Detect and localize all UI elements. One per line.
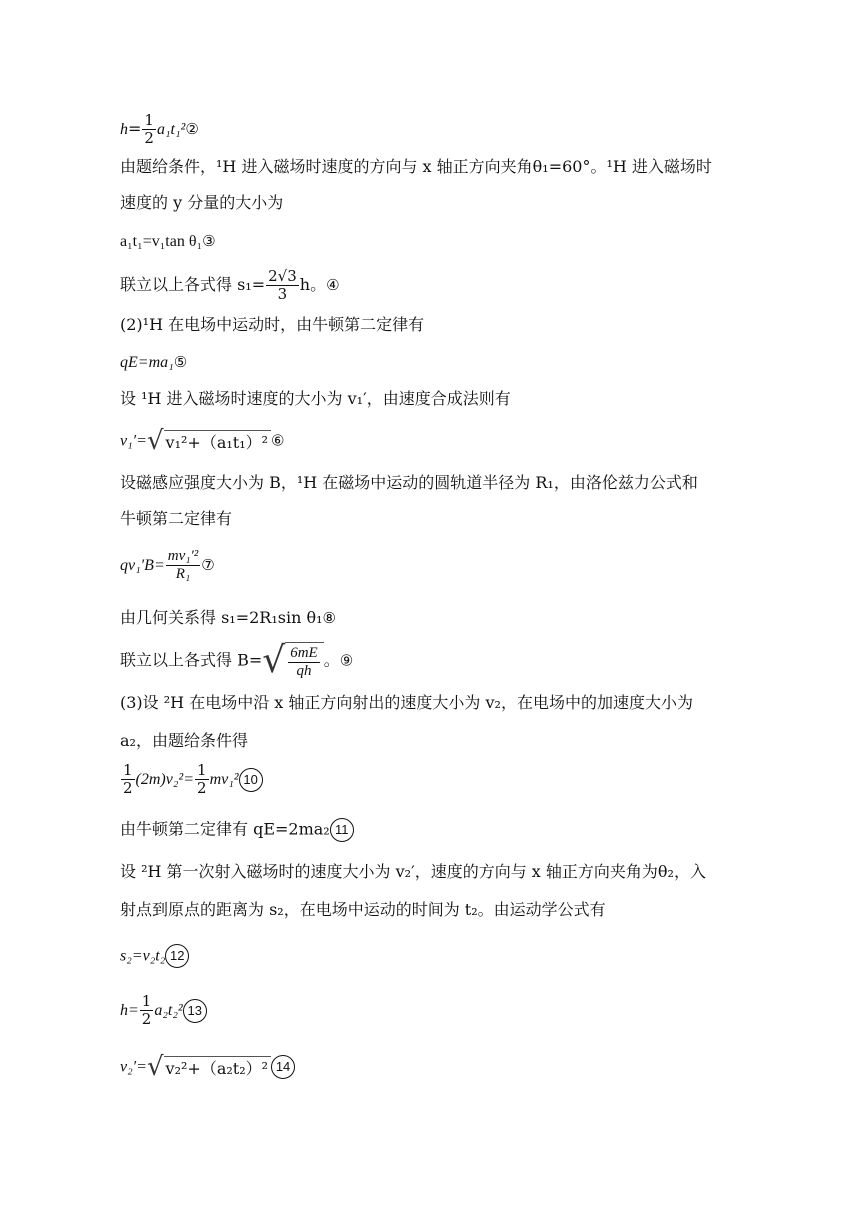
eq13-rhs: a₂t₂²: [154, 1002, 183, 1019]
eq1-fraction: [142, 112, 156, 147]
eq6-radicand: v₁²+（a₁t₁）²: [164, 430, 272, 453]
eq9-denominator: qh: [296, 663, 312, 679]
text-line-20: 射点到原点的距离为 s₂，在电场中运动的时间为 t₂。由运动学公式有: [120, 900, 606, 919]
eq1-rhs: a₁t₁²: [156, 121, 186, 138]
eq1-lhs: h: [120, 121, 128, 138]
eq3-expression: a₁t₁=v₁tan θ₁: [120, 233, 203, 250]
eq7-numerator: mv₁′²: [167, 548, 199, 564]
eq11-mark: 11: [330, 818, 354, 842]
text-line-11: 牛顿第二定律有: [120, 509, 233, 528]
text-line-3: 速度的 y 分量的大小为: [120, 193, 284, 212]
eq13-fraction: $\frac{1}{2}$: [141, 992, 152, 1028]
equation-14: [120, 1054, 295, 1080]
eq6-mark: ⑥: [271, 431, 285, 450]
eq4-denominator: 3: [277, 285, 288, 303]
eq13-mark: 13: [183, 999, 207, 1023]
eq5-expression: qE=ma₁: [120, 354, 174, 371]
eq6-radical: [147, 428, 271, 454]
equation-6: [120, 428, 285, 454]
text-line-19: 设 ²H 第一次射入磁场时的速度大小为 v₂′，速度的方向与 x 轴正方向夹角为θ₂，入: [120, 862, 706, 881]
eq10-fraction-2: $\frac{1}{2}$: [197, 761, 207, 797]
eq9-numerator: 6mE: [290, 645, 318, 661]
equation-4: [120, 268, 340, 303]
equation-7: [120, 548, 215, 583]
eq14-radical: [147, 1054, 271, 1080]
equation-3: [120, 231, 216, 252]
sqrt-icon: √: [146, 1052, 164, 1082]
eq11-expression: 由牛顿第二定律有 qE=2ma₂: [120, 819, 330, 839]
text-line-10: 设磁感应强度大小为 B，¹H 在磁场中运动的圆轨道半径为 R₁，由洛伦兹力公式和: [120, 473, 698, 492]
eq4-prefix: 联立以上各式得 s₁=: [120, 275, 266, 294]
eq10-mark: 10: [239, 768, 263, 792]
eq9-suffix: 。: [323, 650, 340, 670]
eq12-mark: 12: [165, 944, 189, 968]
eq14-radicand: v₂²+（a₂t₂）²: [164, 1056, 272, 1079]
eq7-denominator: R₁: [175, 566, 191, 582]
eq10-fraction-1: $\frac{1}{2}$: [123, 761, 133, 797]
eq12-expression: s₂=v₂t₂: [120, 947, 166, 965]
eq10-rhs: mv₁²: [209, 771, 239, 788]
eq3-mark: ③: [202, 232, 216, 250]
text-line-15: (3)设 ²H 在电场中沿 x 轴正方向射出的速度大小为 v₂，在电场中的加速度大小为: [120, 693, 693, 712]
eq5-mark: ⑤: [173, 353, 188, 371]
eq14-lhs: v₂′=: [120, 1058, 147, 1076]
equation-8: [120, 608, 336, 628]
text-line-2: 由题给条件，¹H 进入磁场时速度的方向与 x 轴正方向夹角θ₁=60°。¹H 进入磁场时: [120, 157, 712, 176]
equation-9: [120, 642, 353, 680]
sqrt-icon: √: [262, 640, 286, 681]
sqrt-icon: √: [146, 426, 164, 456]
equation-12: [120, 944, 189, 968]
eq1-equals: =: [128, 119, 142, 138]
eq8-mark: ⑧: [322, 609, 336, 627]
eq4-mark: ④: [326, 276, 340, 294]
eq4-numerator: 2√3: [268, 267, 297, 285]
eq8-expression: 由几何关系得 s₁=2R₁sin θ₁: [120, 608, 323, 627]
eq9-fraction: [288, 645, 320, 680]
equation-11: [120, 818, 354, 842]
eq1-mark: ②: [185, 120, 199, 138]
equation-13: [120, 993, 207, 1028]
eq7-mark: ⑦: [201, 556, 215, 574]
eq1-numerator: 1: [144, 111, 154, 129]
equation-10: [120, 762, 263, 797]
eq9-mark: ⑨: [339, 651, 354, 670]
eq9-radical: [262, 642, 323, 680]
eq9-prefix: 联立以上各式得 B=: [120, 650, 263, 670]
eq7-fraction: [166, 548, 200, 583]
equation-1: [120, 112, 199, 147]
eq4-fraction: [266, 268, 299, 303]
eq13-lhs: h=: [120, 1002, 139, 1019]
eq1-denominator: 2: [144, 129, 154, 147]
text-line-6: (2)¹H 在电场中运动时，由牛顿第二定律有: [120, 315, 425, 334]
eq7-lhs: qv₁′B=: [120, 557, 165, 574]
text-line-16: a₂，由题给条件得: [120, 731, 248, 750]
eq10-middle: (2m)v₂²=: [135, 771, 195, 788]
eq14-mark: 14: [271, 1055, 295, 1079]
eq6-lhs: v₁′=: [120, 432, 147, 450]
text-line-8: 设 ¹H 进入磁场时速度的大小为 v₁′，由速度合成法则有: [120, 389, 511, 408]
eq4-suffix: h。: [299, 275, 327, 294]
equation-5: [120, 352, 187, 373]
